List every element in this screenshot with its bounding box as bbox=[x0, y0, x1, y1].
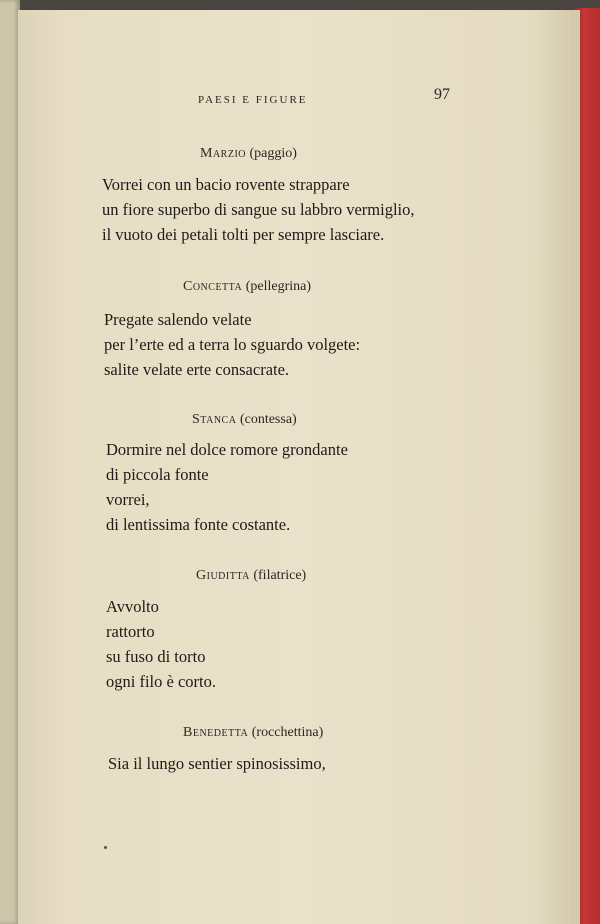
speaker-role: (contessa) bbox=[239, 412, 297, 427]
speaker-role: (rocchettina) bbox=[251, 725, 324, 740]
speaker-name: Marzio bbox=[200, 146, 246, 161]
verse-line: vorrei, bbox=[106, 490, 150, 509]
speaker-name: Giuditta bbox=[196, 568, 250, 583]
verse-line: su fuso di torto bbox=[106, 647, 206, 666]
verse-line: Dormire nel dolce romore grondante bbox=[106, 440, 348, 459]
verse-line: Sia il lungo sentier spinosissimo, bbox=[108, 754, 326, 773]
verse-line: Vorrei con un bacio rovente strappare bbox=[102, 175, 350, 194]
speaker-heading bbox=[183, 725, 323, 741]
speaker-heading bbox=[183, 279, 311, 295]
verse-line: per l’erte ed a terra lo sguardo volgete: bbox=[104, 335, 361, 354]
verse-line: Pregate salendo velate bbox=[104, 310, 252, 329]
verse-line: un fiore superbo di sangue su labbro vermiglio, bbox=[102, 200, 415, 219]
running-head: PAESI E FIGURE bbox=[198, 94, 308, 106]
speaker-heading bbox=[200, 146, 297, 162]
speaker-name: Benedetta bbox=[183, 725, 249, 740]
speaker-name: Concetta bbox=[183, 279, 243, 294]
verse-line: di lentissima fonte costante. bbox=[106, 515, 291, 534]
speaker-name: Stanca bbox=[192, 412, 237, 427]
speaker-heading bbox=[196, 568, 306, 584]
verse-stanza bbox=[106, 594, 216, 694]
verse-stanza bbox=[102, 172, 415, 247]
verse-line: Avvolto bbox=[106, 597, 159, 616]
verse-stanza bbox=[106, 437, 348, 537]
speaker-heading bbox=[192, 412, 297, 428]
verse-line: salite velate erte consacrate. bbox=[104, 360, 290, 379]
speaker-role: (filatrice) bbox=[253, 568, 307, 583]
verse-stanza bbox=[104, 307, 360, 382]
speaker-role: (pellegrina) bbox=[245, 279, 311, 294]
verse-line: rattorto bbox=[106, 622, 155, 641]
page-stack-edge bbox=[572, 10, 580, 924]
verse-line: di piccola fonte bbox=[106, 465, 209, 484]
previous-page-edge bbox=[0, 0, 20, 924]
verse-line: ogni filo è corto. bbox=[106, 672, 216, 691]
verse-stanza bbox=[108, 751, 326, 776]
ink-speck bbox=[104, 846, 107, 849]
speaker-role: (paggio) bbox=[249, 146, 297, 161]
verse-line: il vuoto dei petali tolti per sempre lasciare. bbox=[102, 225, 385, 244]
page-number: 97 bbox=[434, 86, 450, 103]
